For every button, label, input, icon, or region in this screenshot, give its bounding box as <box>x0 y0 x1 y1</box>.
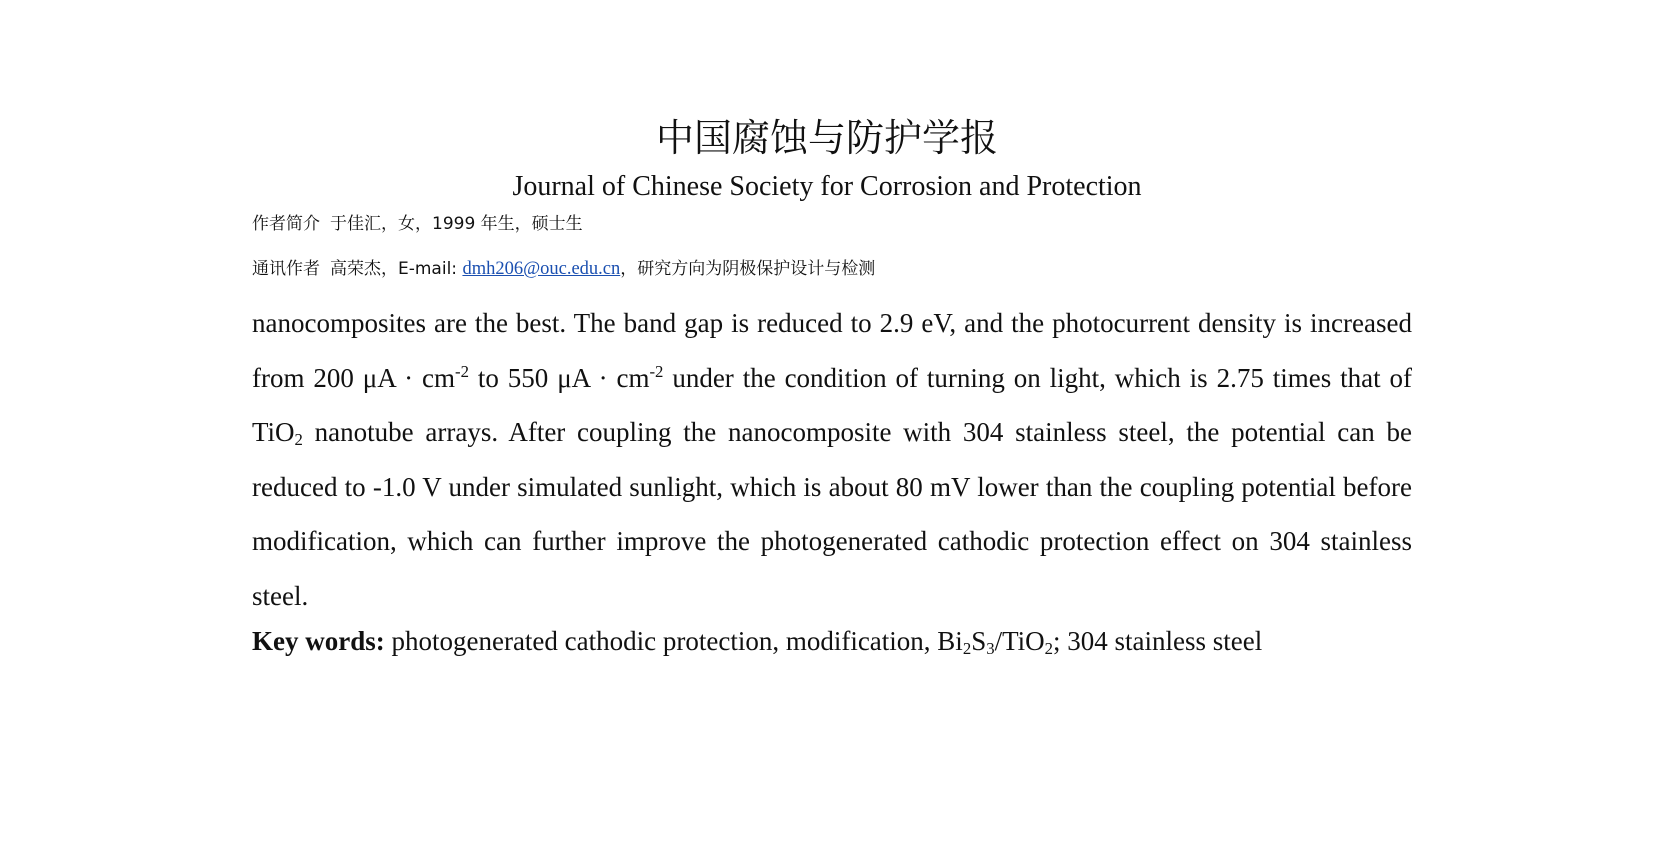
keywords-subscript-3: 2 <box>1044 639 1054 659</box>
journal-title-chinese: 中国腐蚀与防护学报 <box>655 116 998 160</box>
keywords-line <box>252 624 1412 658</box>
abstract-exponent-1: -2 <box>455 361 469 381</box>
abstract-subscript-1: 2 <box>294 430 303 450</box>
corresponding-author-label: 通讯作者 <box>252 259 320 279</box>
author-info-text: 于佳汇，女，1999 年生，硕士生 <box>330 214 583 234</box>
journal-title-english: Journal of Chinese Society for Corrosion and Protection <box>512 171 1142 202</box>
keywords-subscript-2: 3 <box>986 639 995 659</box>
keywords-text-3: /TiO <box>994 626 1045 656</box>
author-info-line <box>252 212 583 236</box>
keywords-label: Key words: <box>252 626 385 656</box>
corresponding-author-name: 高荣杰，E-mail: <box>330 259 463 279</box>
keywords-subscript-1: 2 <box>962 639 972 659</box>
author-info-label: 作者简介 <box>252 214 320 234</box>
abstract-text-part-2: to 550 μA · cm <box>469 362 650 393</box>
abstract-exponent-2: -2 <box>649 361 664 381</box>
research-direction: ，研究方向为阴极保护设计与检测 <box>620 259 876 279</box>
keywords-text-1: photogenerated cathodic protection, modification, Bi <box>384 626 963 656</box>
abstract-paragraph <box>252 296 1412 624</box>
keywords-text-4: ; 304 stainless steel <box>1053 626 1263 656</box>
keywords-text-2: S <box>971 626 987 656</box>
corresponding-email-link[interactable]: dmh206@ouc.edu.cn <box>462 259 621 279</box>
corresponding-author-line <box>252 257 875 281</box>
abstract-text-part-3: under the condition of turning on light, which is 2.75 times that of TiO <box>252 362 1413 448</box>
abstract-text-part-1: nanocomposites are the best. The band gap is reduced to 2.9 eV, and the photocurrent density is increased from 200 μA · cm <box>252 308 1412 393</box>
abstract-text-part-4: nanotube arrays. After coupling the nanocomposite with 304 stainless steel, the potential can be reduced to -1.0 V under simulated sunlight, which is about 80 mV lower than the coupling potential before modification, which can further improve the photogenerated cathodic protection effect on 304 stainless steel. <box>252 417 1412 611</box>
